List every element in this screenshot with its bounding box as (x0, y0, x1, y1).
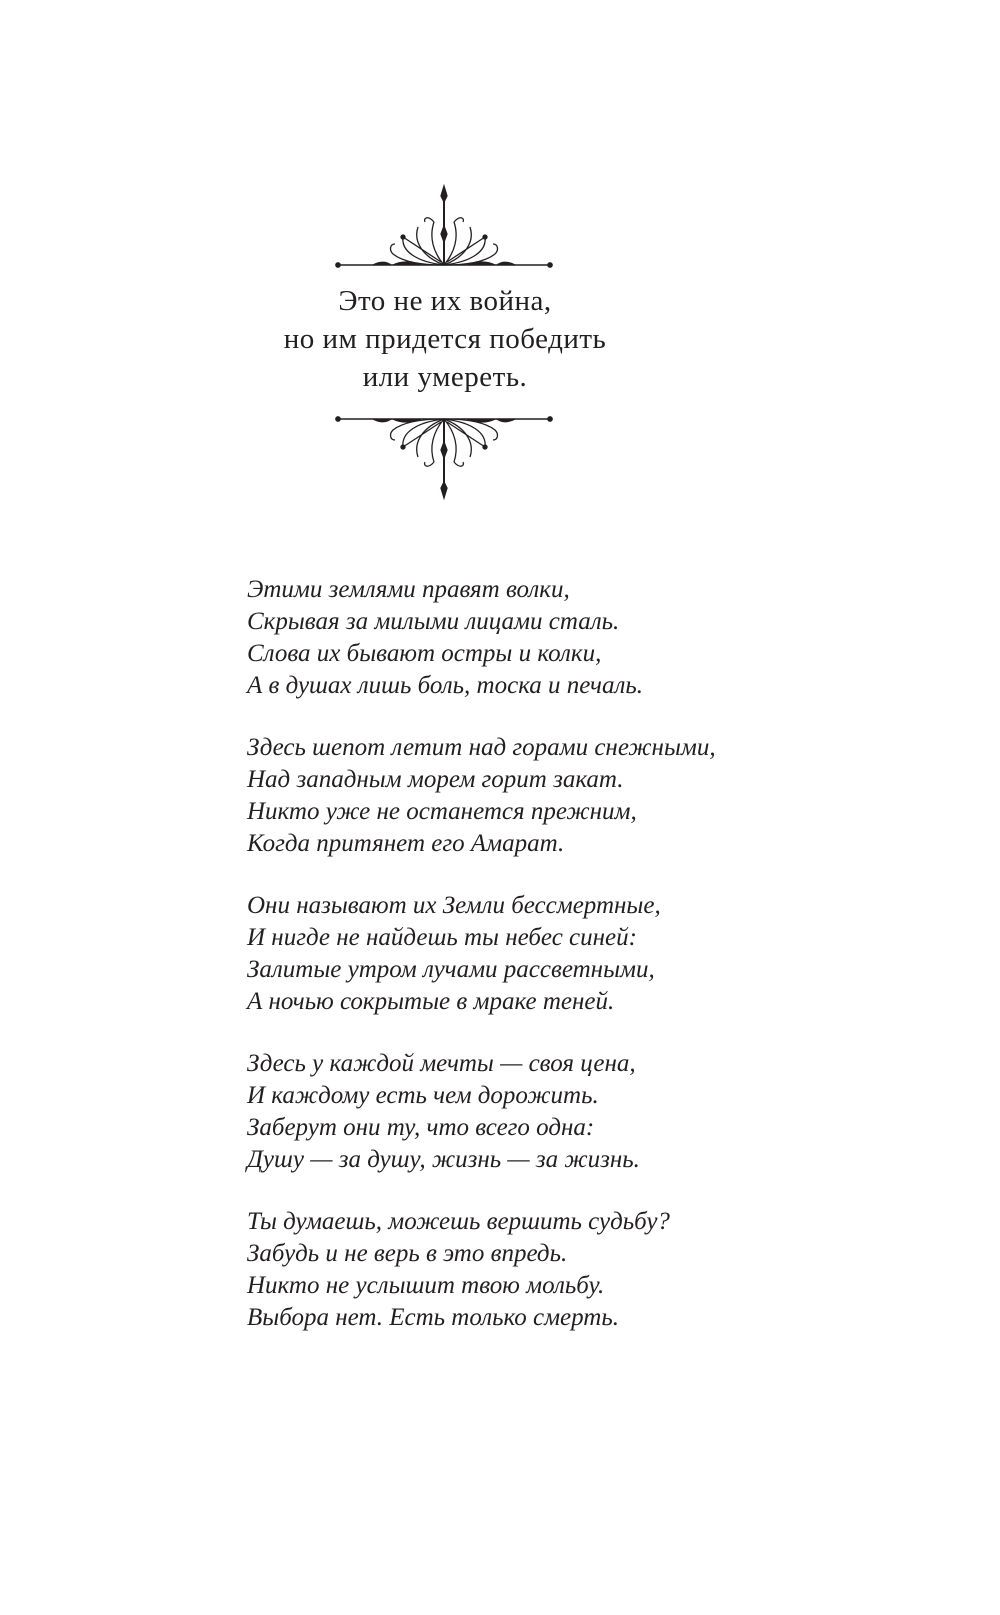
poem-line: Душу — за душу, жизнь — за жизнь. (247, 1146, 640, 1173)
poem-line: Здесь шепот летит над горами снежными, (247, 734, 716, 761)
poem-line: Заберут они ту, что всего одна: (247, 1114, 595, 1141)
stanza (247, 1206, 716, 1334)
poem-line: Здесь у каждой мечты — своя цена, (247, 1050, 636, 1077)
poem-line: Над западным морем горит закат. (247, 766, 624, 793)
poem-line: Этими землями правят волки, (247, 576, 570, 603)
poem-line: А в душах лишь боль, тоска и печаль. (247, 672, 643, 699)
ornament-bottom-icon (333, 412, 555, 502)
poem-line: И нигде не найдешь ты небес синей: (247, 924, 637, 951)
stanza (247, 890, 716, 1018)
stanza (247, 1048, 716, 1176)
epigraph-line: Это не их война, (338, 285, 552, 317)
poem-line: И каждому есть чем дорожить. (247, 1082, 599, 1109)
poem-line: Никто уже не останется прежним, (247, 798, 637, 825)
poem-line: Выбора нет. Есть только смерть. (247, 1304, 619, 1331)
poem-line: Ты думаешь, можешь вершить судьбу? (247, 1208, 670, 1235)
poem-line: Когда притянет его Амарат. (247, 830, 565, 857)
epigraph-line: или умереть. (362, 361, 528, 393)
poem-line: Слова их бывают остры и колки, (247, 640, 602, 667)
poem-line: Забудь и не верь в это впредь. (247, 1240, 568, 1267)
epigraph (245, 282, 645, 396)
epigraph-line: но им придется победить (283, 323, 607, 355)
stanza (247, 574, 716, 702)
poem-line: Скрывая за милыми лицами сталь. (247, 608, 620, 635)
ornament-top-icon (333, 182, 555, 272)
poem-line: Они называют их Земли бессмертные, (247, 892, 661, 919)
poem-line: А ночью сокрытые в мраке теней. (247, 988, 615, 1015)
poem-line: Залитые утром лучами рассветными, (247, 956, 655, 983)
poem (247, 574, 716, 1364)
stanza (247, 732, 716, 860)
poem-line: Никто не услышит твою мольбу. (247, 1272, 605, 1299)
